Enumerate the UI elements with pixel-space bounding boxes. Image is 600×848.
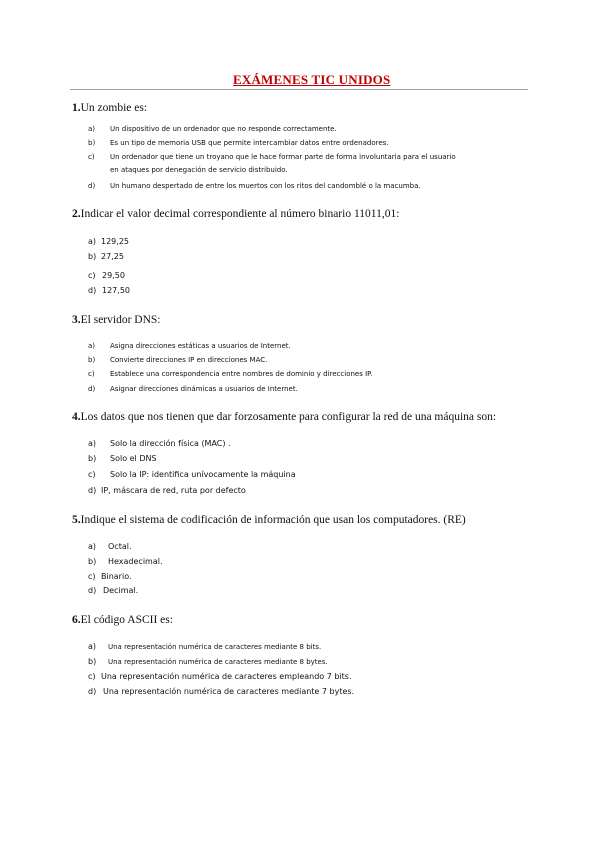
option-1b: b) Es un tipo de memoria USB que permite intercambiar datos entre ordenadores. (88, 139, 389, 147)
question-3 (72, 314, 160, 326)
question-2 (72, 208, 399, 220)
option-5b: b) Hexadecimal. (88, 557, 163, 566)
option-3b: b) Convierte direcciones IP en direcciones MAC. (88, 356, 268, 364)
question-1 (72, 102, 147, 114)
option-4b: b) Solo el DNS (88, 454, 157, 463)
option-6b: b) Una representación numérica de caracteres mediante 8 bytes. (88, 657, 328, 666)
question-number: 3. (72, 314, 81, 326)
title-divider (70, 89, 528, 90)
option-1c: c) Un ordenador que tiene un troyano que le hace formar parte de forma involuntaria para el usuario (88, 153, 456, 161)
question-5 (72, 514, 466, 526)
question-text: Indicar el valor decimal correspondiente al número binario 11011,01: (80, 208, 400, 220)
question-6 (72, 614, 173, 626)
question-number: 6. (72, 614, 81, 626)
question-number: 1. (72, 102, 81, 114)
option-3c: c) Establece una correspondencia entre nombres de dominio y direcciones IP. (88, 370, 373, 378)
question-number: 5. (72, 514, 81, 526)
option-4c: c) Solo la IP: identifica unívocamente la máquina (88, 470, 296, 479)
option-2a: a) 129,25 (88, 237, 129, 246)
page-title: EXÁMENES TIC UNIDOS (233, 72, 391, 87)
option-2b: b) 27,25 (88, 252, 124, 261)
question-text: El servidor DNS: (80, 314, 161, 326)
option-2c: c) 29,50 (88, 271, 125, 280)
option-3a: a) Asigna direcciones estáticas a usuarios de Internet. (88, 342, 291, 350)
option-1a: a) Un dispositivo de un ordenador que no responde correctamente. (88, 125, 337, 133)
question-number: 2. (72, 208, 81, 220)
question-text: Indique el sistema de codificación de información que usan los computadores. (RE) (80, 514, 466, 526)
option-4a: a) Solo la dirección física (MAC) . (88, 439, 231, 448)
option-6c: c) Una representación numérica de caracteres empleando 7 bits. (88, 672, 352, 681)
question-number: 4. (72, 411, 81, 423)
option-5c: c) Binario. (88, 572, 132, 581)
option-6d: d) Una representación numérica de caracteres mediante 7 bytes. (88, 687, 355, 696)
option-5a: a) Octal. (88, 542, 132, 551)
option-1c-continuation: en ataques por denegación de servicio distribuido. (110, 166, 288, 174)
option-2d: d) 127,50 (88, 286, 130, 295)
option-5d: d) Decimal. (88, 586, 139, 595)
option-3d: d) Asignar direcciones dinámicas a usuarios de Internet. (88, 385, 298, 393)
question-text: El código ASCII es: (80, 614, 173, 626)
option-1d: d) Un humano despertado de entre los muertos con los ritos del candomblé o la macumba. (88, 182, 421, 190)
question-text: Un zombie es: (80, 102, 148, 114)
option-6a: a) Una representación numérica de caracteres mediante 8 bits. (88, 642, 322, 651)
option-4d: d) IP, máscara de red, ruta por defecto (88, 486, 246, 495)
question-text: Los datos que nos tienen que dar forzosamente para configurar la red de una máquina son: (80, 411, 497, 423)
question-4 (72, 411, 496, 423)
